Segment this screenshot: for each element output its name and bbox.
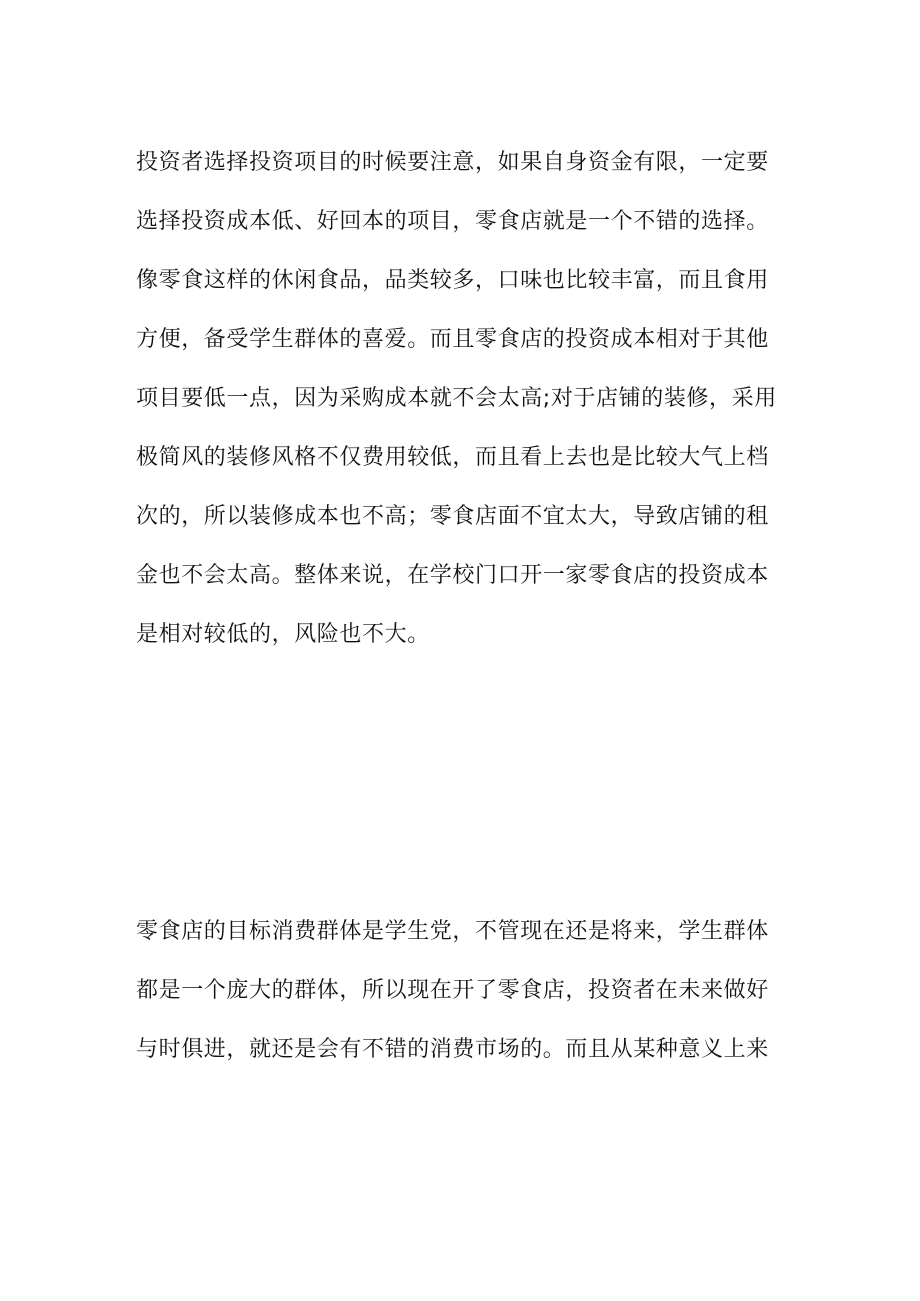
paragraph-target-consumers (136, 902, 796, 1079)
text-line: 选择投资成本低、好回本的项目，零食店就是一个不错的选择。 (136, 209, 769, 234)
paragraph-investment-cost (136, 133, 796, 664)
text-line: 是相对较低的，风险也不大。 (136, 622, 430, 647)
text-line: 金也不会太高。整体来说，在学校门口开一家零食店的投资成本 (136, 563, 769, 588)
text-line: 项目要低一点，因为采购成本就不会太高;对于店铺的装修，采用 (136, 386, 777, 411)
text-line: 投资者选择投资项目的时候要注意，如果自身资金有限，一定要 (136, 150, 769, 175)
text-line: 极简风的装修风格不仅费用较低，而且看上去也是比较大气上档 (136, 445, 769, 470)
text-line: 零食店的目标消费群体是学生党，不管现在还是将来，学生群体 (136, 919, 769, 944)
text-line: 像零食这样的休闲食品，品类较多，口味也比较丰富，而且食用 (136, 268, 769, 293)
text-line: 与时俱进，就还是会有不错的消费市场的。而且从某种意义上来 (136, 1037, 769, 1062)
text-line: 次的，所以装修成本也不高；零食店面不宜太大，导致店铺的租 (136, 504, 769, 529)
text-line: 都是一个庞大的群体，所以现在开了零食店，投资者在未来做好 (136, 978, 769, 1003)
text-line: 方便，备受学生群体的喜爱。而且零食店的投资成本相对于其他 (136, 327, 769, 352)
